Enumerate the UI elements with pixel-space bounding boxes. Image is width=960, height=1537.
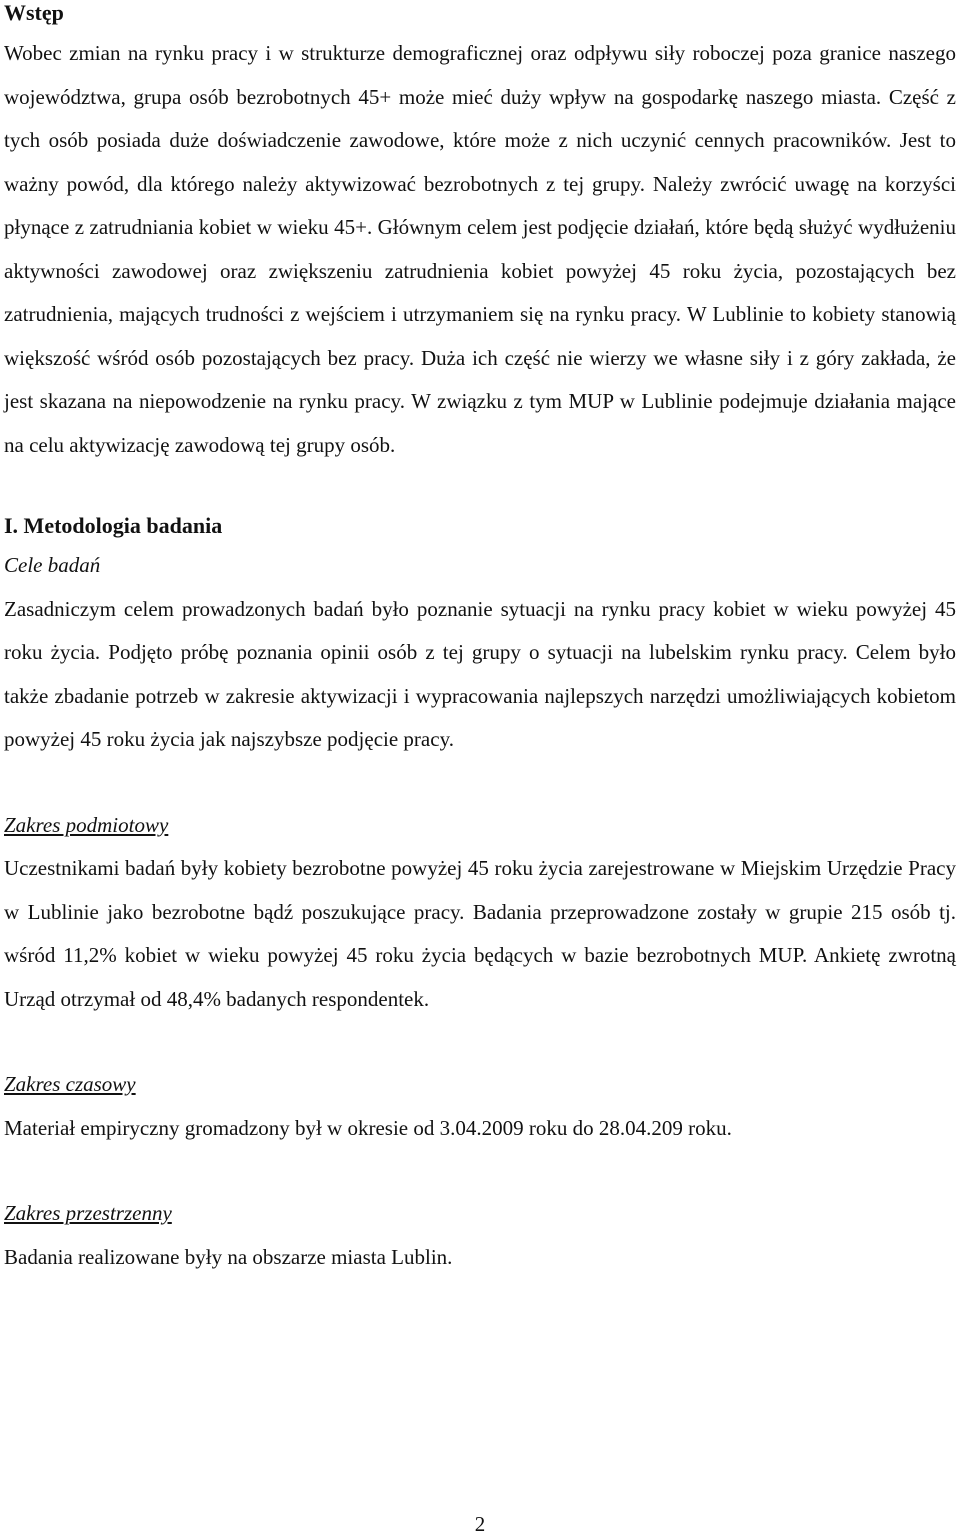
goals-subheading: Cele badań <box>4 553 101 577</box>
spatial-scope-subheading: Zakres przestrzenny <box>4 1201 172 1225</box>
goals-paragraph: Zasadniczym celem prowadzonych badań było poznanie sytuacji na rynku pracy kobiet w wieku powyżej 45 roku życia. Podjęto próbę poznania opinii osób z tej grupy o sytuacji na lubelskim rynku pracy. Celem było także zbadanie potrzeb w zakresie aktywizacji i wypracowania najlepszych narzędzi umożliwiających kobietom powyżej 45 roku życia jak najszybsze podjęcie pracy. <box>4 596 956 751</box>
methodology-heading: I. Metodologia badania <box>4 513 223 538</box>
page-number: 2 <box>474 1512 486 1536</box>
spatial-scope-paragraph: Badania realizowane były na obszarze miasta Lublin. <box>4 1244 453 1269</box>
time-scope-paragraph: Materiał empiryczny gromadzony był w okresie od 3.04.2009 roku do 28.04.209 roku. <box>4 1115 732 1140</box>
time-scope-subheading: Zakres czasowy <box>4 1072 136 1096</box>
intro-heading: Wstęp <box>4 0 64 25</box>
intro-paragraph: Wobec zmian na rynku pracy i w strukturze demograficznej oraz odpływu siły roboczej poza granice naszego województwa, grupa osób bezrobotnych 45+ może mieć duży wpływ na gospodarkę naszego miasta. Część z tych osób posiada duże doświadczenie zawodowe, które może z nich uczynić cennych pracowników. Jest to ważny powód, dla którego należy aktywizować bezrobotnych z tej grupy. Należy zwrócić uwagę na korzyści płynące z zatrudniania kobiet w wieku 45+. Głównym celem jest podjęcie działań, które będą służyć wydłużeniu aktywności zawodowej oraz zwiększeniu zatrudnienia kobiet powyżej 45 roku życia, pozostających bez zatrudnienia, mających trudności z wejściem i utrzymaniem się na rynku pracy. W Lublinie to kobiety stanowią większość wśród osób pozostających bez pracy. Duża ich część nie wierzy we własne siły i z góry zakłada, że jest skazana na niepowodzenie na rynku pracy. W związku z tym MUP w Lublinie podejmuje działania mające na celu aktywizację zawodową tej grupy osób. <box>4 41 956 457</box>
subject-scope-paragraph: Uczestnikami badań były kobiety bezrobotne powyżej 45 roku życia zarejestrowane w Miejskim Urzędzie Pracy w Lublinie jako bezrobotne bądź poszukujące pracy. Badania przeprowadzone zostały w grupie 215 osób tj. wśród 11,2% kobiet w wieku powyżej 45 roku życia będących w bazie bezrobotnych MUP. Ankietę zwrotną Urząd otrzymał od 48,4% badanych respondentek. <box>4 856 956 1011</box>
document-page <box>4 0 956 1279</box>
subject-scope-subheading: Zakres podmiotowy <box>4 812 169 837</box>
